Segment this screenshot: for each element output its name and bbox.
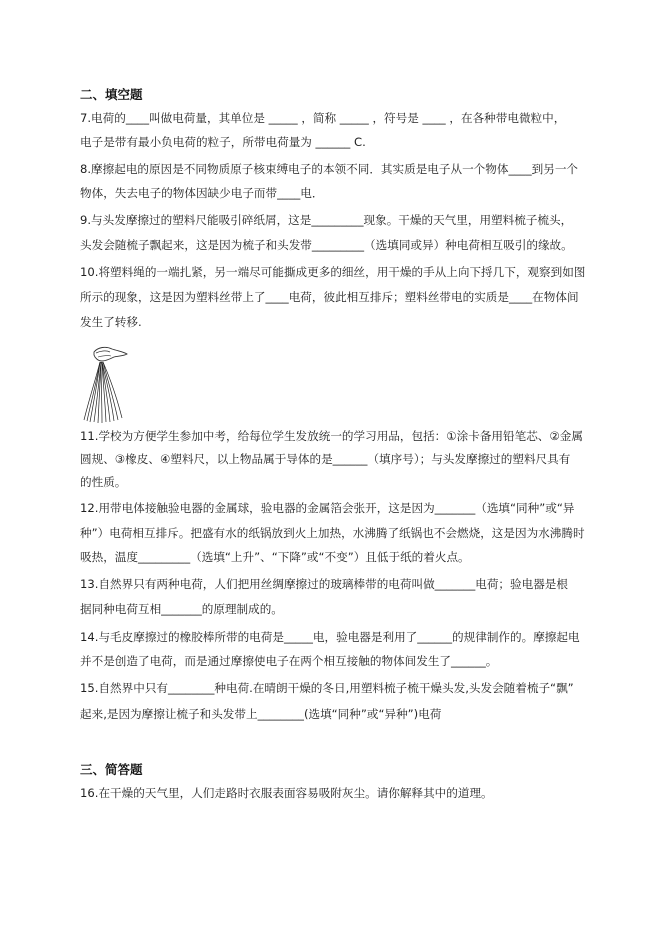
section-heading-fill-blank: 二、填空题 [80, 87, 143, 102]
question-line: 圆规、③橡皮、④塑料尺，以上物品属于导体的是______（填序号）；与头发摩擦过的塑料尺具有 [80, 452, 571, 466]
question-line: 16.在干燥的天气里，人们走路时衣服表面容易吸附灰尘。请你解释其中的道理。 [80, 786, 493, 800]
question-line: 7.电荷的____叫做电荷量，其单位是 _____ ，简称 _____ ，符号是 ____ ，在各种带电微粒中， [80, 111, 566, 125]
question-line: 的性质。 [80, 475, 127, 489]
question-line: 8.摩擦起电的原因是不同物质原子核束缚电子的本领不同．其实质是电子从一个物体____到另一个 [80, 162, 579, 176]
question-line: 12.用带电体接触验电器的金属球，验电器的金属箔会张开，这是因为_______（选填“同种”或“异 [80, 501, 575, 515]
question-line: 头发会随梳子飘起来，这是因为梳子和头发带_________（选填同或异）种电荷相互吸引的缘故。 [80, 238, 573, 252]
question-line: 15.自然界中只有________种电荷.在晴朗干燥的冬日,用塑料梳子梳干燥头发,头发会随着梳子“飘” [80, 681, 574, 695]
question-line: 发生了转移. [80, 315, 142, 329]
question-line: 10.将塑料绳的一端扎紧，另一端尽可能撕成更多的细丝，用干燥的手从上向下捋几下，观察到如图 [80, 265, 586, 279]
question-line: 物体，失去电子的物体因缺少电子而带____电． [80, 186, 324, 200]
question-line: 电子是带有最小负电荷的粒子，所带电荷量为 ______ C. [80, 135, 366, 149]
question-line: 11.学校为方便学生参加中考，给每位学生发放统一的学习用品，包括：①涂卡备用铅笔芯、②金属 [80, 429, 583, 443]
question-line: 9.与头发摩擦过的塑料尺能吸引碎纸屑，这是_________现象。干燥的天气里，用塑料梳子梳头， [80, 213, 573, 227]
question-line: 13.自然界只有两种电荷，人们把用丝绸摩擦过的玻璃棒带的电荷叫做_______电荷；验电器是根 [80, 577, 568, 591]
section-heading-short-answer: 三、简答题 [80, 762, 143, 777]
plastic-strands-hand-icon [80, 344, 130, 424]
question-line: 所示的现象，这是因为塑料丝带上了____电荷，彼此相互排斥；塑料丝带电的实质是____在物体间 [80, 290, 579, 304]
question-line: 吸热，温度_________（选填“上升”、“下降”或“不变”）且低于纸的着火点。 [80, 550, 470, 564]
question-line: 起来,是因为摩擦让梳子和头发带上________(选填“同种”或“异种”)电荷 [80, 707, 442, 721]
question-line: 种”）电荷相互排斥。把盛有水的纸锅放到火上加热，水沸腾了纸锅也不会燃烧，这是因为水沸腾时 [80, 526, 585, 540]
question-line: 14.与毛皮摩擦过的橡胶棒所带的电荷是_____电，验电器是利用了______的规律制作的。摩擦起电 [80, 630, 580, 644]
question-line: 据同种电荷互相_______的原理制成的。 [80, 602, 283, 616]
question-line: 并不是创造了电荷，而是通过摩擦使电子在两个相互接触的物体间发生了______。 [80, 654, 498, 668]
